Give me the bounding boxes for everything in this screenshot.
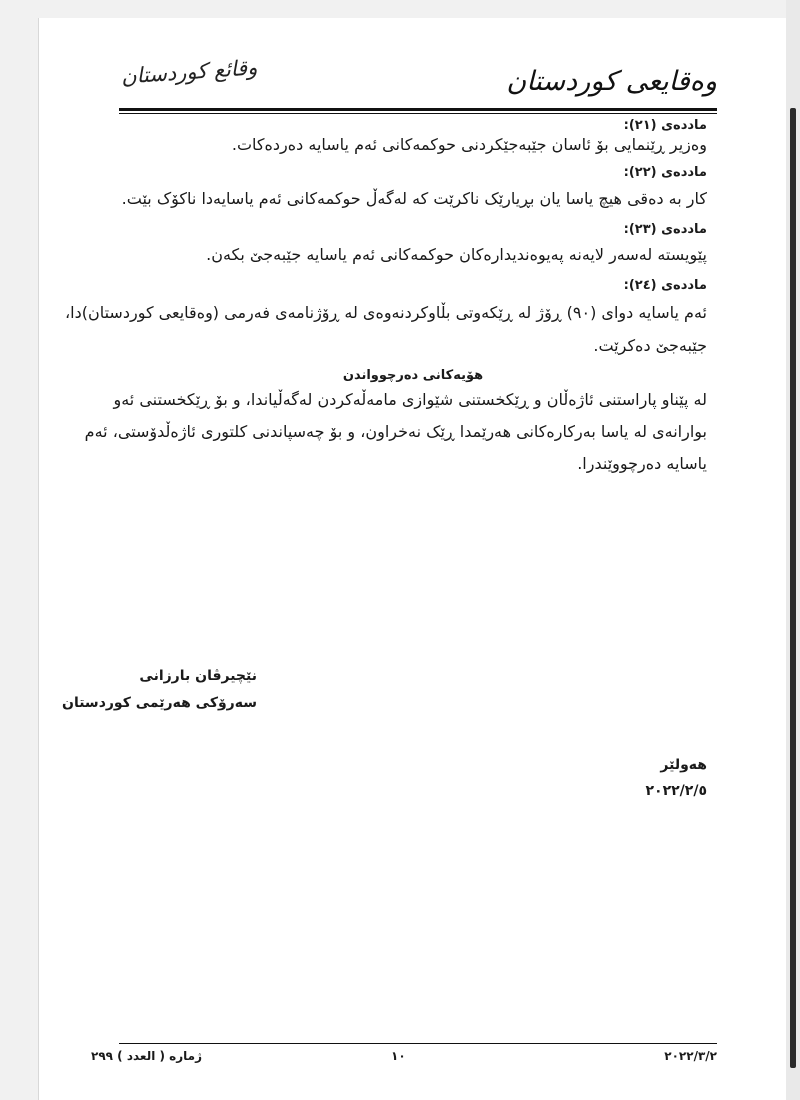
footer-date: ٢٠٢٢/٣/٢: [664, 1049, 717, 1063]
signing-date: ٢٠٢٢/٢/٥: [645, 783, 707, 799]
signatory-title: سەرۆکی هەرێمی کوردستان: [62, 695, 257, 711]
reasons-line-1: لە پێناو پاراستنی ئاژەڵان و ڕێکخستنی شێوازی مامەڵەکردن لەگەڵیاندا، و بۆ ڕێکخستنی ئەو: [113, 390, 707, 409]
footer-rule: [119, 1043, 717, 1044]
article-21-text: وەزیر ڕێنمایی بۆ ئاسان جێبەجێکردنی حوکمەکانی ئەم یاسایە دەردەکات.: [231, 135, 707, 154]
scrollbar-thumb[interactable]: [790, 108, 796, 1068]
footer-page-number: ١٠: [391, 1049, 406, 1063]
gazette-title: وەقایعی کوردستان: [506, 66, 717, 97]
reasons-line-3: یاسایە دەرچووێندرا.: [577, 454, 707, 473]
article-24-heading: ماددەی (٢٤):: [623, 278, 707, 293]
scrollbar[interactable]: [786, 0, 800, 1100]
reasons-heading: هۆیەکانی دەرچوواندن: [342, 368, 484, 383]
article-23-heading: ماددەی (٢٣):: [623, 222, 707, 237]
header-rule-thick: [119, 108, 717, 111]
article-21-heading: ماددەی (٢١):: [623, 118, 707, 133]
article-24-text-line-1: ئەم یاسایە دوای (٩٠) ڕۆژ لە ڕێکەوتی بڵاوکردنەوەی لە ڕۆژنامەی فەرمی (وەقایعی کوردستان)دا،: [65, 303, 707, 322]
gazette-logo: وقائع کوردستان: [120, 55, 259, 89]
header-rule-thin: [119, 113, 717, 114]
footer-issue-number: ژمارە ( العدد ) ٢٩٩: [91, 1049, 202, 1063]
article-23-text: پێویستە لەسەر لایەنە پەیوەندیدارەکان حوکمەکانی ئەم یاسایە جێبەجێ بکەن.: [206, 245, 707, 264]
document-page: [38, 18, 787, 1100]
reasons-line-2: بوارانەی لە یاسا بەرکارەکانی هەرێمدا ڕێک نەخراون، و بۆ چەسپاندنی کلتوری ئاژەڵدۆستی، ئەم: [84, 422, 707, 441]
article-22-heading: ماددەی (٢٢):: [623, 165, 707, 180]
article-22-text: کار بە دەقی هیچ یاسا یان بڕیارێک ناکرێت کە لەگەڵ حوکمەکانی ئەم یاسایەدا ناکۆک بێت.: [121, 189, 707, 208]
place-name: هەولێر: [660, 757, 707, 773]
signatory-name: نێچیرڤان بارزانی: [139, 668, 257, 684]
article-24-text-line-2: جێبەجێ دەکرێت.: [593, 336, 707, 355]
